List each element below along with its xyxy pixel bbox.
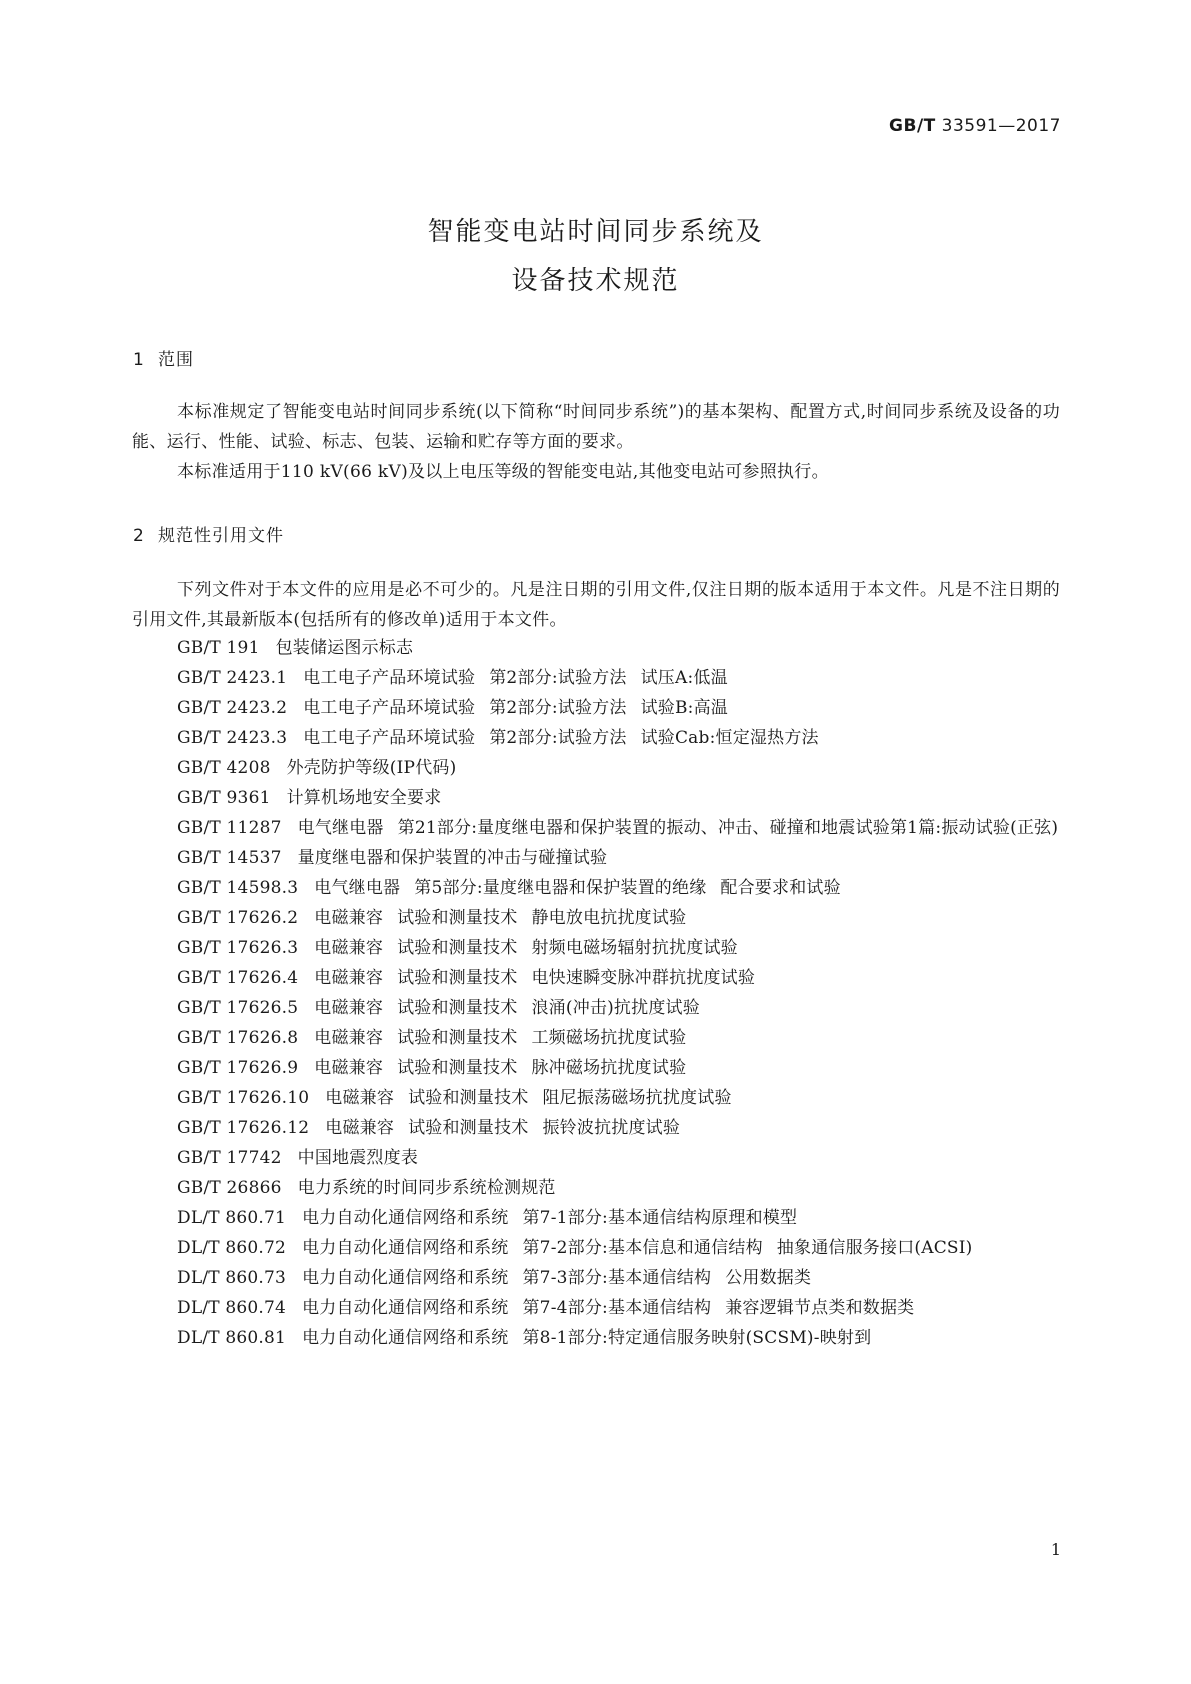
reference-title-part: 电力自动化通信网络和系统 — [302, 1238, 509, 1258]
reference-title-part: 电磁兼容 — [314, 908, 384, 928]
reference-title-part: 电力系统的时间同步系统检测规范 — [297, 1178, 556, 1198]
reference-title-part: 第2部分:试验方法 — [489, 728, 627, 748]
reference-code: DL/T 860.71 — [177, 1208, 287, 1228]
reference-title-part: 电工电子产品环境试验 — [303, 668, 476, 688]
reference-item — [132, 1053, 1060, 1083]
reference-title-part: 第2部分:试验方法 — [489, 698, 627, 718]
reference-title-part: 电力自动化通信网络和系统 — [302, 1268, 509, 1288]
reference-item — [132, 933, 1060, 963]
reference-item — [132, 1143, 1060, 1173]
reference-item — [132, 1233, 1060, 1263]
reference-item — [132, 1023, 1060, 1053]
reference-title-part: 第7-3部分:基本通信结构 — [522, 1268, 712, 1288]
reference-code: GB/T 191 — [177, 638, 260, 658]
reference-title-part: 电工电子产品环境试验 — [303, 698, 476, 718]
reference-title-part: 试验和测量技术 — [408, 1088, 529, 1108]
reference-title-part: 电气继电器 — [297, 818, 384, 838]
reference-title-part: 电磁兼容 — [325, 1088, 395, 1108]
section-1-heading — [133, 345, 194, 370]
reference-code: GB/T 26866 — [177, 1178, 282, 1198]
title-line-2: 设备技术规范 — [511, 266, 680, 296]
reference-code: GB/T 14598.3 — [177, 878, 299, 898]
standard-code — [889, 116, 1061, 136]
reference-item — [132, 843, 1060, 873]
reference-item — [132, 1263, 1060, 1293]
reference-title-part: 电磁兼容 — [314, 968, 384, 988]
reference-title-part: 电磁兼容 — [314, 938, 384, 958]
reference-title-part: 电力自动化通信网络和系统 — [302, 1208, 509, 1228]
reference-item — [132, 783, 1060, 813]
reference-title-part: 第2部分:试验方法 — [489, 668, 627, 688]
reference-code: GB/T 9361 — [177, 788, 271, 808]
reference-title-part: 试验和测量技术 — [397, 938, 518, 958]
reference-code: DL/T 860.73 — [177, 1268, 287, 1288]
reference-title-part: 抽象通信服务接口(ACSI) — [776, 1238, 973, 1258]
reference-item — [132, 1083, 1060, 1113]
reference-title-part: 电磁兼容 — [314, 1028, 384, 1048]
reference-item — [132, 963, 1060, 993]
section-number: 2 — [133, 526, 145, 546]
reference-code: GB/T 14537 — [177, 848, 282, 868]
reference-code: GB/T 2423.2 — [177, 698, 288, 718]
reference-code: DL/T 860.81 — [177, 1328, 287, 1348]
reference-item — [132, 873, 1060, 903]
reference-code: GB/T 2423.3 — [177, 728, 288, 748]
reference-title-part: 试验B:高温 — [640, 698, 728, 718]
reference-title-part: 电工电子产品环境试验 — [303, 728, 476, 748]
reference-title-part: 量度继电器和保护装置的冲击与碰撞试验 — [297, 848, 608, 868]
reference-item — [132, 723, 1060, 753]
section-2-heading — [133, 521, 284, 546]
reference-item — [132, 903, 1060, 933]
reference-code: GB/T 4208 — [177, 758, 271, 778]
reference-item — [132, 813, 1060, 843]
reference-item — [132, 663, 1060, 693]
reference-title-part: 试验和测量技术 — [397, 908, 518, 928]
reference-title-part: 兼容逻辑节点类和数据类 — [725, 1298, 915, 1318]
reference-item — [132, 1113, 1060, 1143]
paragraph: 本标准规定了智能变电站时间同步系统(以下简称“时间同步系统”)的基本架构、配置方式,时间同步系统及设备的功能、运行、性能、试验、标志、包装、运输和贮存等方面的要求。 — [132, 402, 1060, 452]
reference-title-part: 电快速瞬变脉冲群抗扰度试验 — [531, 968, 756, 988]
section-title: 范围 — [158, 350, 194, 370]
reference-title-part: 电力自动化通信网络和系统 — [302, 1328, 509, 1348]
reference-code: GB/T 17742 — [177, 1148, 282, 1168]
reference-title-part: 试验和测量技术 — [397, 968, 518, 988]
reference-title-part: 试验Cab:恒定湿热方法 — [640, 728, 819, 748]
reference-item — [132, 1173, 1060, 1203]
standard-prefix: GB/T — [889, 116, 936, 136]
reference-code: DL/T 860.74 — [177, 1298, 287, 1318]
reference-code: GB/T 17626.12 — [177, 1118, 310, 1138]
document-title — [0, 208, 1191, 306]
reference-title-part: 中国地震烈度表 — [297, 1148, 419, 1168]
reference-code: GB/T 17626.5 — [177, 998, 299, 1018]
reference-title-part: 计算机场地安全要求 — [286, 788, 442, 808]
reference-title-part: 第7-2部分:基本信息和通信结构 — [522, 1238, 763, 1258]
reference-item — [132, 693, 1060, 723]
reference-code: GB/T 17626.10 — [177, 1088, 310, 1108]
reference-title-part: 第7-4部分:基本通信结构 — [522, 1298, 712, 1318]
section-title: 规范性引用文件 — [158, 526, 284, 546]
normative-reference-list — [132, 633, 1060, 1353]
reference-title-part: 配合要求和试验 — [720, 878, 841, 898]
reference-title-part: 公用数据类 — [725, 1268, 812, 1288]
paragraph: 本标准适用于110 kV(66 kV)及以上电压等级的智能变电站,其他变电站可参照执行。 — [177, 462, 829, 482]
reference-code: DL/T 860.72 — [177, 1238, 287, 1258]
reference-title-part: 电磁兼容 — [325, 1118, 395, 1138]
reference-title-part: 电力自动化通信网络和系统 — [302, 1298, 509, 1318]
standard-number: 33591—2017 — [941, 116, 1061, 136]
reference-code: GB/T 17626.9 — [177, 1058, 299, 1078]
reference-item — [132, 753, 1060, 783]
reference-title-part: 试验和测量技术 — [397, 1028, 518, 1048]
paragraph: 下列文件对于本文件的应用是必不可少的。凡是注日期的引用文件,仅注日期的版本适用于本文件。凡是不注日期的引用文件,其最新版本(包括所有的修改单)适用于本文件。 — [132, 580, 1060, 630]
reference-title-part: 试验和测量技术 — [397, 1058, 518, 1078]
reference-item — [132, 993, 1060, 1023]
reference-item — [132, 1203, 1060, 1233]
reference-title-part: 第8-1部分:特定通信服务映射(SCSM)-映射到 — [522, 1328, 872, 1348]
reference-title-part: 包装储运图示标志 — [275, 638, 414, 658]
reference-title-part: 第7-1部分:基本通信结构原理和模型 — [522, 1208, 798, 1228]
reference-title-part: 浪涌(冲击)抗扰度试验 — [531, 998, 700, 1018]
reference-title-part: 第21部分:量度继电器和保护装置的振动、冲击、碰撞和地震试验第1篇:振动试验(正弦) — [397, 818, 1059, 838]
title-line-1: 智能变电站时间同步系统及 — [427, 217, 764, 247]
reference-item — [132, 633, 1060, 663]
reference-item — [132, 1293, 1060, 1323]
reference-code: GB/T 11287 — [177, 818, 282, 838]
reference-code: GB/T 17626.8 — [177, 1028, 299, 1048]
reference-title-part: 脉冲磁场抗扰度试验 — [531, 1058, 687, 1078]
reference-title-part: 第5部分:量度继电器和保护装置的绝缘 — [414, 878, 707, 898]
reference-title-part: 静电放电抗扰度试验 — [531, 908, 687, 928]
reference-code: GB/T 17626.4 — [177, 968, 299, 988]
reference-title-part: 电磁兼容 — [314, 998, 384, 1018]
reference-title-part: 电气继电器 — [314, 878, 401, 898]
reference-code: GB/T 2423.1 — [177, 668, 288, 688]
page-number: 1 — [1050, 1540, 1061, 1559]
reference-title-part: 外壳防护等级(IP代码) — [286, 758, 457, 778]
reference-title-part: 电磁兼容 — [314, 1058, 384, 1078]
reference-title-part: 试压A:低温 — [640, 668, 728, 688]
reference-item — [132, 1323, 1060, 1353]
reference-title-part: 振铃波抗扰度试验 — [542, 1118, 681, 1138]
reference-title-part: 射频电磁场辐射抗扰度试验 — [531, 938, 738, 958]
reference-title-part: 试验和测量技术 — [397, 998, 518, 1018]
reference-code: GB/T 17626.3 — [177, 938, 299, 958]
reference-title-part: 试验和测量技术 — [408, 1118, 529, 1138]
reference-title-part: 工频磁场抗扰度试验 — [531, 1028, 687, 1048]
reference-title-part: 阻尼振荡磁场抗扰度试验 — [542, 1088, 732, 1108]
section-number: 1 — [133, 350, 145, 370]
reference-code: GB/T 17626.2 — [177, 908, 299, 928]
